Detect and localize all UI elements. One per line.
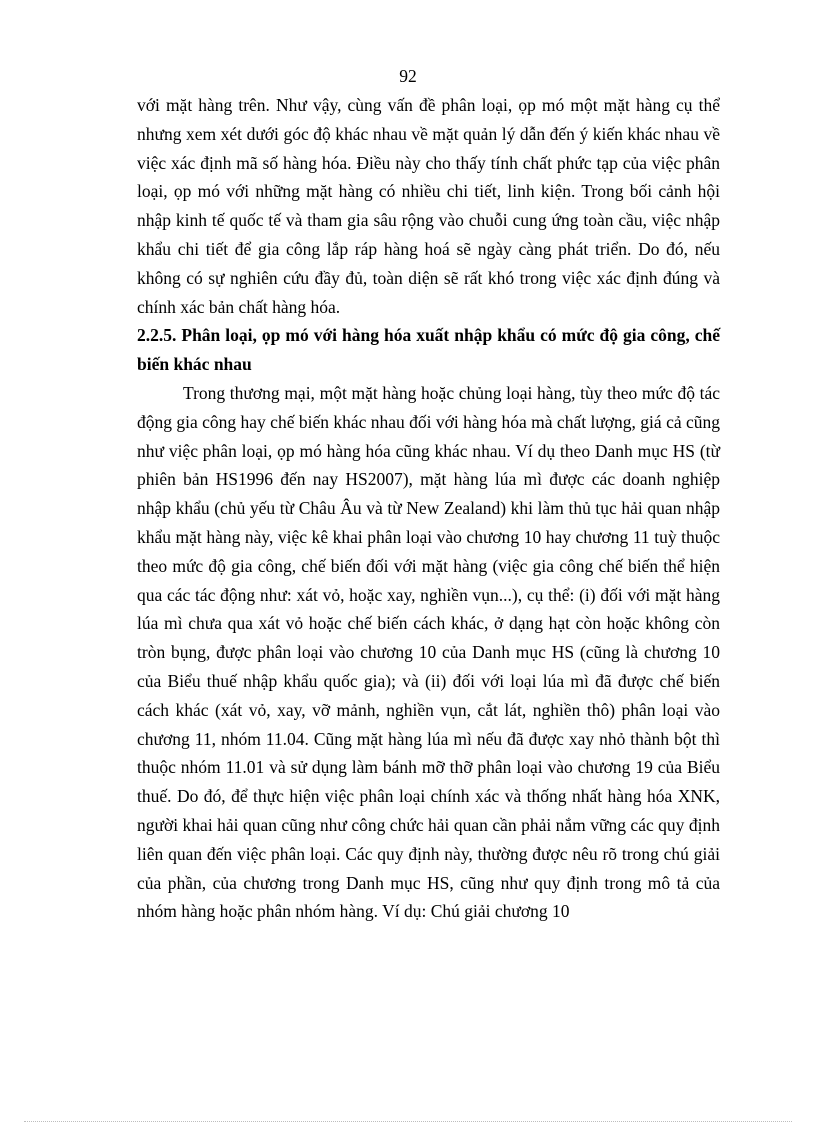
paragraph-intro: với mặt hàng trên. Như vậy, cùng vấn đề phân loại, ọp mó một mặt hàng cụ thể nhưng xem xét dưới góc độ khác nhau về mặt quản lý dẫn đến ý kiến khác nhau về việc xác định mã số hàng hóa. Điều này cho thấy tính chất phức tạp của việc phân loại, ọp mó với những mặt hàng có nhiều chi tiết, linh kiện. Trong bối cảnh hội nhập kinh tế quốc tế và tham gia sâu rộng vào chuỗi cung ứng toàn cầu, việc nhập khẩu chi tiết để gia công lắp ráp hàng hoá sẽ ngày càng phát triển. Do đó, nếu không có sự nghiên cứu đầy đủ, toàn diện sẽ rất khó trong việc xác định đúng và chính xác bản chất hàng hóa. <box>137 95 720 317</box>
page-bottom-rule <box>24 1121 792 1122</box>
section-heading: 2.2.5. Phân loại, ọp mó với hàng hóa xuất nhập khẩu có mức độ gia công, chế biến khác nhau <box>137 325 720 375</box>
document-body <box>137 91 720 926</box>
paragraph-main: Trong thương mại, một mặt hàng hoặc chủng loại hàng, tùy theo mức độ tác động gia công hay chế biến khác nhau đối với hàng hóa mà chất lượng, giá cả cũng như việc phân loại, ọp mó hàng hóa cũng khác nhau. Ví dụ theo Danh mục HS (từ phiên bản HS1996 đến nay HS2007), mặt hàng lúa mì được các doanh nghiệp nhập khẩu (chủ yếu từ Châu Âu và từ New Zealand) khi làm thủ tục hải quan nhập khẩu mặt hàng này, việc kê khai phân loại vào chương 10 hay chương 11 tuỳ thuộc theo mức độ gia công, chế biến đối với mặt hàng (việc gia công chế biến thể hiện qua các tác động như: xát vỏ, hoặc xay, nghiền vụn...), cụ thể: (i) đối với mặt hàng lúa mì chưa qua xát vỏ hoặc chế biến cách khác, ở dạng hạt còn hoặc không còn tròn bụng, được phân loại vào chương 10 của Danh mục HS (cũng là chương 10 của Biểu thuế nhập khẩu quốc gia); và (ii) đối với loại lúa mì đã được chế biến cách khác (xát vỏ, xay, vỡ mảnh, nghiền vụn, cắt lát, nghiền thô) phân loại vào chương 11, nhóm 11.04. Cũng mặt hàng lúa mì nếu đã được xay nhỏ thành bột thì thuộc nhóm 11.01 và sử dụng làm bánh mỡ thỡ phân loại vào chương 19 của Biểu thuế. Do đó, để thực hiện việc phân loại chính xác và thống nhất hàng hóa XNK, người khai hải quan cũng như công chức hải quan cần phải nắm vững các quy định liên quan đến việc phân loại. Các quy định này, thường được nêu rõ trong chú giải của phần, của chương trong Danh mục HS, cũng như quy định trong mô tả của nhóm hàng hoặc phân nhóm hàng. Ví dụ: Chú giải chương 10 <box>137 382 720 922</box>
page-number: 92 <box>399 66 417 86</box>
